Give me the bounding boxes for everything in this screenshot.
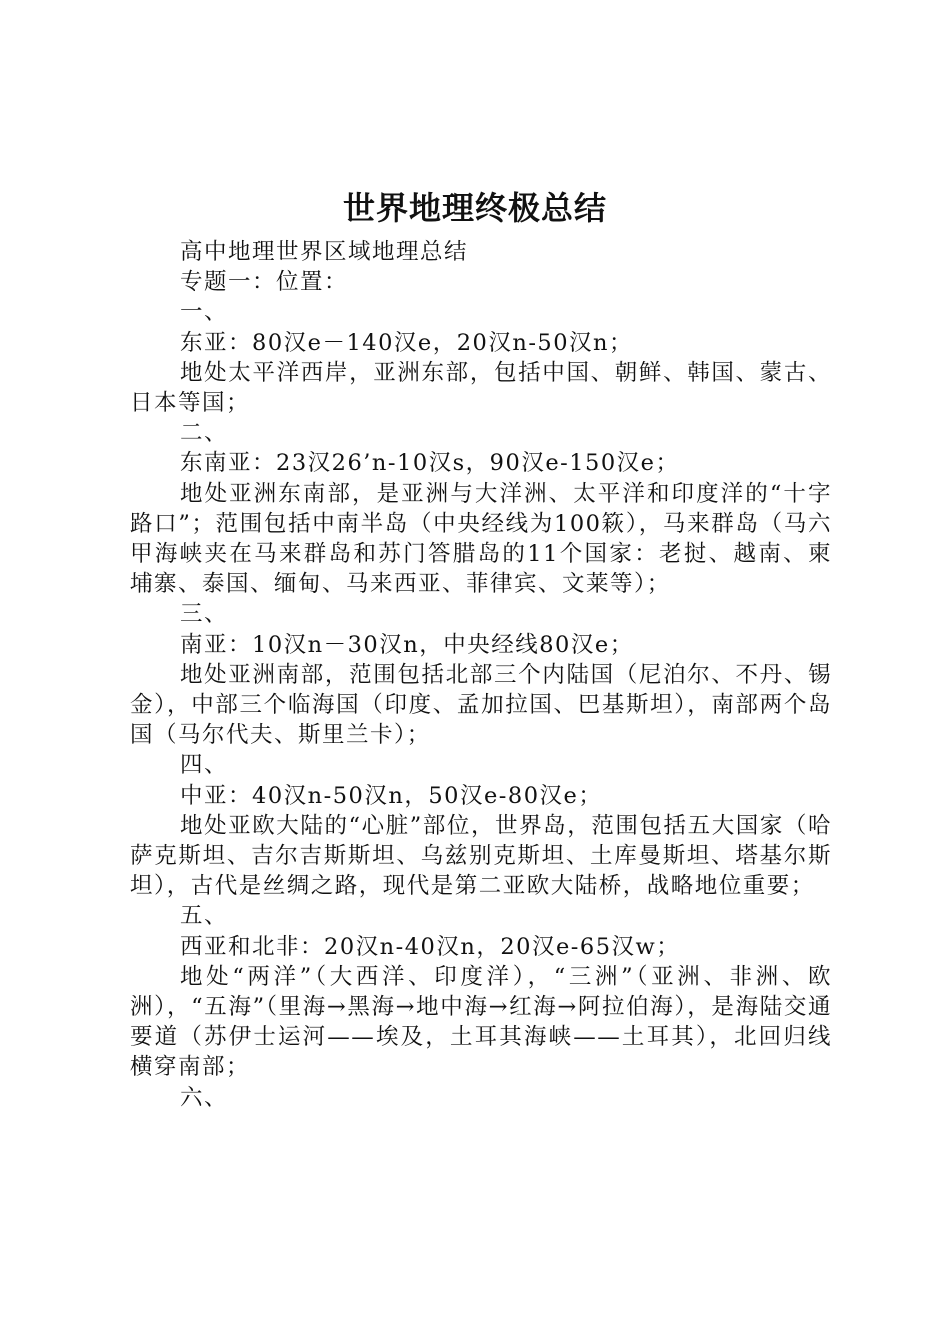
paragraph-west-asia-coords: 西亚和北非：20汉n-40汉n，20汉e-65汉w；	[180, 933, 681, 960]
paragraph-topic-heading: 专题一：位置：	[180, 269, 349, 296]
paragraph-subtitle: 高中地理世界区域地理总结	[180, 239, 469, 265]
section-number-3: 三、	[180, 601, 229, 628]
section-number-6: 六、	[180, 1084, 229, 1111]
document-title: 世界地理终极总结	[342, 189, 607, 227]
section-number-4: 四、	[180, 752, 229, 779]
paragraph-southeast-asia-coords: 东南亚：23汉26’n-10汉s，90汉e-150汉e；	[180, 450, 680, 477]
section-number-1: 一、	[180, 299, 229, 326]
paragraph-central-asia-desc: 地处亚欧大陆的“心脏”部位，世界岛，范围包括五大国家（哈萨克斯坦、吉尔吉斯斯坦、乌兹别克斯坦、土库曼斯坦、塔基尔斯坦），古代是丝绸之路，现代是第二亚欧大陆桥，战略地位重要；	[130, 812, 832, 900]
paragraph-south-asia-coords: 南亚：10汉n－30汉n，中央经线80汉e；	[180, 631, 634, 658]
paragraph-central-asia-coords: 中亚：40汉n-50汉n，50汉e-80汉e；	[180, 782, 603, 809]
paragraph-west-asia-desc: 地处“两洋”（大西洋、印度洋），“三洲”（亚洲、非洲、欧洲），“五海”（里海→黑海→地中海→红海→阿拉伯海），是海陆交通要道（苏伊士运河——埃及，土耳其海峡——土耳其），北回归线横穿南部；	[130, 963, 832, 1081]
section-number-5: 五、	[180, 903, 229, 930]
paragraph-southeast-asia-desc: 地处亚洲东南部，是亚洲与大洋洲、太平洋和印度洋的“十字路口”；范围包括中南半岛（中央经线为100篍），马来群岛（马六甲海峡夹在马来群岛和苏门答腊岛的11个国家：老挝、越南、柬埔寨、泰国、缅甸、马来西亚、菲律宾、文莱等）；	[130, 480, 832, 598]
paragraph-east-asia-desc: 地处太平洋西岸，亚洲东部，包括中国、朝鲜、韩国、蒙古、日本等国；	[130, 359, 832, 417]
paragraph-south-asia-desc: 地处亚洲南部，范围包括北部三个内陆国（尼泊尔、不丹、锡金），中部三个临海国（印度、孟加拉国、巴基斯坦），南部两个岛国（马尔代夫、斯里兰卡）；	[130, 661, 832, 749]
document-body	[130, 237, 832, 1113]
paragraph-east-asia-coords: 东亚：80汉e－140汉e，20汉n-50汉n；	[180, 329, 634, 356]
section-number-2: 二、	[180, 420, 229, 447]
